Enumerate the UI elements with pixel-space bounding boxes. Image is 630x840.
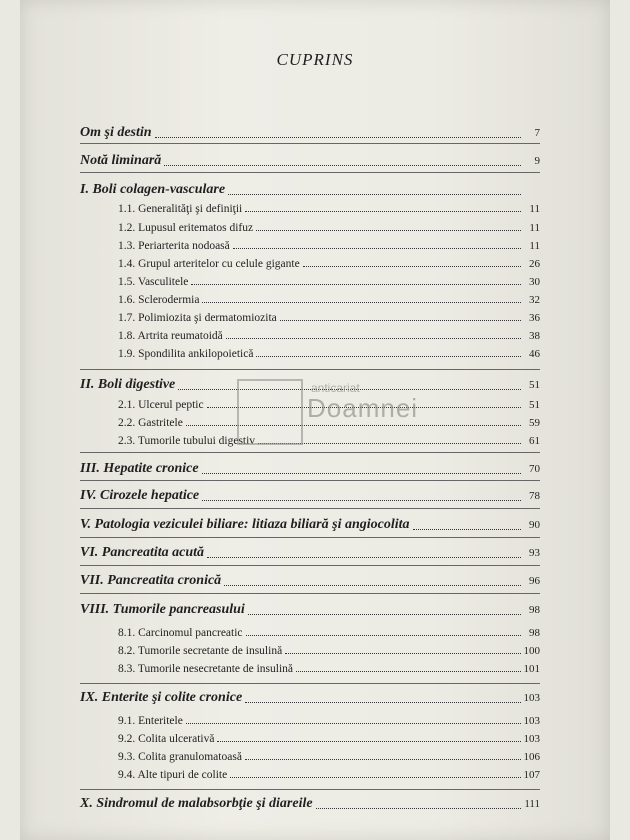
leader-dots (164, 165, 521, 166)
toc-subentry (118, 348, 540, 360)
leader-dots (248, 614, 521, 615)
toc-subentry (118, 733, 540, 745)
toc-entry-label: 9.1. Enteritele (118, 715, 183, 727)
divider (80, 369, 540, 370)
leader-dots (245, 702, 520, 703)
toc-entry-label: 1.3. Periarterita nodoasă (118, 240, 230, 252)
toc-entry (80, 545, 540, 561)
toc-entry-label: 9.2. Colita ulcerativă (118, 733, 215, 745)
toc-entry-label: 2.2. Gastritele (118, 417, 183, 429)
toc-subentry (118, 435, 540, 447)
leader-dots (207, 557, 521, 558)
toc-entry-page: 98 (529, 627, 540, 639)
toc-entry-label: 9.3. Colita granulomatoasă (118, 751, 242, 763)
divider (80, 143, 540, 144)
divider (80, 789, 540, 790)
leader-dots (413, 529, 521, 530)
toc-entry (80, 488, 540, 504)
toc-subentry (118, 417, 540, 429)
toc-entry-page: 103 (523, 692, 540, 704)
toc-entry (80, 573, 540, 589)
toc-entry (80, 153, 540, 169)
toc-entry-label: 8.3. Tumorile nesecretante de insulină (118, 663, 294, 675)
toc-entry-page: 9 (534, 155, 540, 167)
toc-entry-page: 38 (529, 330, 540, 342)
leader-dots (186, 723, 521, 724)
toc-entry-label: Notă liminară (80, 153, 162, 168)
toc-entry-page: 98 (529, 604, 540, 616)
divider (80, 480, 540, 481)
divider (80, 565, 540, 566)
toc-entry-page: 51 (529, 379, 540, 391)
leader-dots (233, 248, 521, 249)
toc-subentry (118, 645, 540, 657)
leader-dots (217, 741, 520, 742)
toc-entry-label: VIII. Tumorile pancreasului (80, 602, 245, 617)
toc-entry-label: II. Boli digestive (80, 377, 176, 392)
toc-entry-page: 32 (529, 294, 540, 306)
toc-entry (80, 377, 540, 393)
toc-entry-label: 1.8. Artrita reumatoidă (118, 330, 223, 342)
toc-entry-page: 36 (529, 312, 540, 324)
leader-dots (191, 284, 521, 285)
leader-dots (256, 356, 521, 357)
leader-dots (316, 808, 521, 809)
leader-dots (207, 407, 521, 408)
toc-subentry (118, 399, 540, 411)
toc-entry-page: 30 (529, 276, 540, 288)
watermark-line1: anticariat (311, 381, 360, 395)
toc-entry-page: 101 (523, 663, 540, 675)
toc-entry-page: 96 (529, 575, 540, 587)
toc-entry-label: 8.2. Tumorile secretante de insulină (118, 645, 283, 657)
toc-entry-label: 9.4. Alte tipuri de colite (118, 769, 228, 781)
leader-dots (245, 759, 521, 760)
page-title: CUPRINS (276, 50, 354, 69)
toc-entry (80, 461, 540, 477)
toc-entry-page: 11 (529, 240, 540, 252)
toc-entry-label: I. Boli colagen-vasculare (80, 182, 226, 197)
leader-dots (224, 585, 521, 586)
divider (80, 537, 540, 538)
leader-dots (246, 635, 521, 636)
toc-entry-page: 59 (529, 417, 540, 429)
leader-dots (296, 671, 520, 672)
toc-entry-label: 1.6. Sclerodermia (118, 294, 200, 306)
toc-entry-label: 8.1. Carcinomul pancreatic (118, 627, 243, 639)
toc-entry-page: 78 (529, 490, 540, 502)
leader-dots (202, 500, 521, 501)
toc-entry-page: 107 (523, 769, 540, 781)
toc-entry-page: 26 (529, 258, 540, 270)
toc-entry-label: X. Sindromul de malabsorbţie şi diareile (80, 796, 313, 811)
toc-subentry (118, 240, 540, 252)
toc-entry-page: 106 (523, 751, 540, 763)
toc-subentry (118, 258, 540, 270)
leader-dots (245, 211, 521, 212)
toc-entry-page: 93 (529, 547, 540, 559)
leader-dots (226, 338, 521, 339)
leader-dots (303, 266, 521, 267)
toc-subentry (118, 203, 540, 215)
leader-dots (258, 443, 521, 444)
toc-subentry (118, 663, 540, 675)
leader-dots (228, 194, 521, 195)
toc-subentry (118, 294, 540, 306)
toc-entry-page: 103 (523, 715, 540, 727)
toc-entry-label: 1.1. Generalităţi şi definiţii (118, 203, 243, 215)
toc-entry-label: 1.4. Grupul arteritelor cu celule gigante (118, 258, 300, 270)
toc-entry-label: IV. Cirozele hepatice (80, 488, 200, 503)
toc-entry (80, 517, 540, 533)
toc-entry-label: IX. Enterite şi colite cronice (80, 690, 243, 705)
leader-dots (178, 389, 521, 390)
toc-subentry (118, 276, 540, 288)
toc-entry (80, 182, 540, 198)
watermark-line2: Doamnei (307, 393, 419, 423)
toc-entry-label: 1.5. Vasculitele (118, 276, 189, 288)
toc-subentry (118, 751, 540, 763)
toc-entry (80, 796, 540, 812)
toc-entry-page: 100 (523, 645, 540, 657)
leader-dots (230, 777, 520, 778)
toc-subentry (118, 330, 540, 342)
toc-entry-label: 1.2. Lupusul eritematos difuz (118, 222, 254, 234)
toc-entry-page: 11 (529, 203, 540, 215)
toc-entry-label: VII. Pancreatita cronică (80, 573, 222, 588)
toc-entry-page: 111 (524, 798, 540, 810)
divider (80, 593, 540, 594)
toc-entry-page: 70 (529, 463, 540, 475)
divider (80, 683, 540, 684)
toc-entry-label: 1.7. Polimiozita şi dermatomiozita (118, 312, 277, 324)
toc-entry-page: 51 (529, 399, 540, 411)
toc-entry-label: V. Patologia veziculei biliare: litiaza biliară şi angiocolita (80, 517, 410, 532)
leader-dots (202, 473, 521, 474)
divider (80, 508, 540, 509)
toc-entry-label: 2.3. Tumorile tubului digestiv (118, 435, 256, 447)
toc-entry (80, 602, 540, 618)
toc-entry-page: 61 (529, 435, 540, 447)
toc-entry-page: 7 (534, 127, 540, 139)
toc-entry-label: VI. Pancreatita acută (80, 545, 205, 560)
toc-entry (80, 690, 540, 706)
toc-entry-page: 90 (529, 519, 540, 531)
toc-entry-label: Om şi destin (80, 125, 152, 140)
toc-subentry (118, 222, 540, 234)
toc-subentry (118, 312, 540, 324)
leader-dots (285, 653, 520, 654)
toc-entry (80, 125, 540, 141)
toc-subentry (118, 627, 540, 639)
toc-entry-label: 1.9. Spondilita ankilopoietică (118, 348, 254, 360)
leader-dots (155, 137, 521, 138)
divider (80, 452, 540, 453)
toc-entry-page: 11 (529, 222, 540, 234)
leader-dots (202, 302, 521, 303)
leader-dots (256, 230, 521, 231)
toc-entry-label: III. Hepatite cronice (80, 461, 199, 476)
toc-entry-page: 46 (529, 348, 540, 360)
toc-subentry (118, 715, 540, 727)
leader-dots (280, 320, 521, 321)
toc-subentry (118, 769, 540, 781)
toc-entry-page: 103 (523, 733, 540, 745)
divider (80, 172, 540, 173)
leader-dots (186, 425, 521, 426)
toc-entry-label: 2.1. Ulcerul peptic (118, 399, 204, 411)
